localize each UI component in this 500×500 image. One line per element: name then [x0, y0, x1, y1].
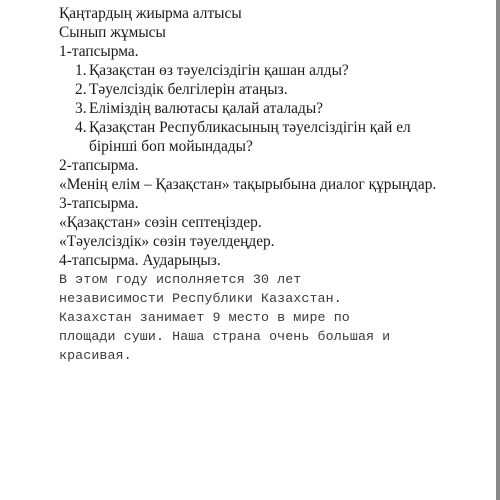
task3-line: «Тәуелсіздік» сөзін тәуелдеңдер.: [59, 233, 275, 250]
task2-text: «Менің елім – Қазақстан» тақырыбына диалог құрыңдар.: [59, 176, 437, 193]
question-text-continued: бірінші боп мойындады?: [89, 138, 253, 155]
translation-text-line: В этом году исполняется 30 лет: [59, 272, 302, 287]
task1-question: [59, 61, 489, 80]
task3-title: 3-тапсырма.: [59, 195, 139, 212]
document-page: [59, 4, 489, 365]
task3-line: «Қазақстан» сөзін септеңіздер.: [59, 214, 262, 231]
task1-question: [59, 80, 489, 99]
question-text: Еліміздің валютасы қалай аталады?: [89, 100, 324, 117]
date-heading: Қаңтардың жиырма алтысы: [59, 5, 242, 22]
question-number: 1.: [75, 62, 87, 79]
task1-question: [59, 118, 489, 156]
translation-text-line: независимости Республики Казахстан.: [59, 291, 342, 306]
question-number: 4.: [75, 119, 87, 136]
question-text: Тәуелсіздік белгілерін атаңыз.: [89, 81, 288, 98]
question-text: Қазақстан Республикасының тәуелсіздігін қай ел: [89, 119, 411, 136]
task1-question: [59, 99, 489, 118]
question-number: 3.: [75, 100, 87, 117]
translation-text-line: площади суши. Наша страна очень большая и: [59, 329, 391, 344]
task2-title: 2-тапсырма.: [59, 157, 139, 174]
question-text: Қазақстан өз тәуелсіздігін қашан алды?: [89, 62, 349, 79]
page-edge-divider: [496, 0, 500, 500]
question-number: 2.: [75, 81, 87, 98]
translation-text-line: Казахстан занимает 9 место в мире по: [59, 310, 350, 325]
translation-text-line: красивая.: [59, 348, 132, 363]
work-type-heading: Сынып жұмысы: [59, 24, 166, 41]
task1-question-list: [59, 61, 489, 156]
task4-title: 4-тапсырма. Аударыңыз.: [59, 252, 221, 269]
task1-title: 1-тапсырма.: [59, 43, 139, 60]
